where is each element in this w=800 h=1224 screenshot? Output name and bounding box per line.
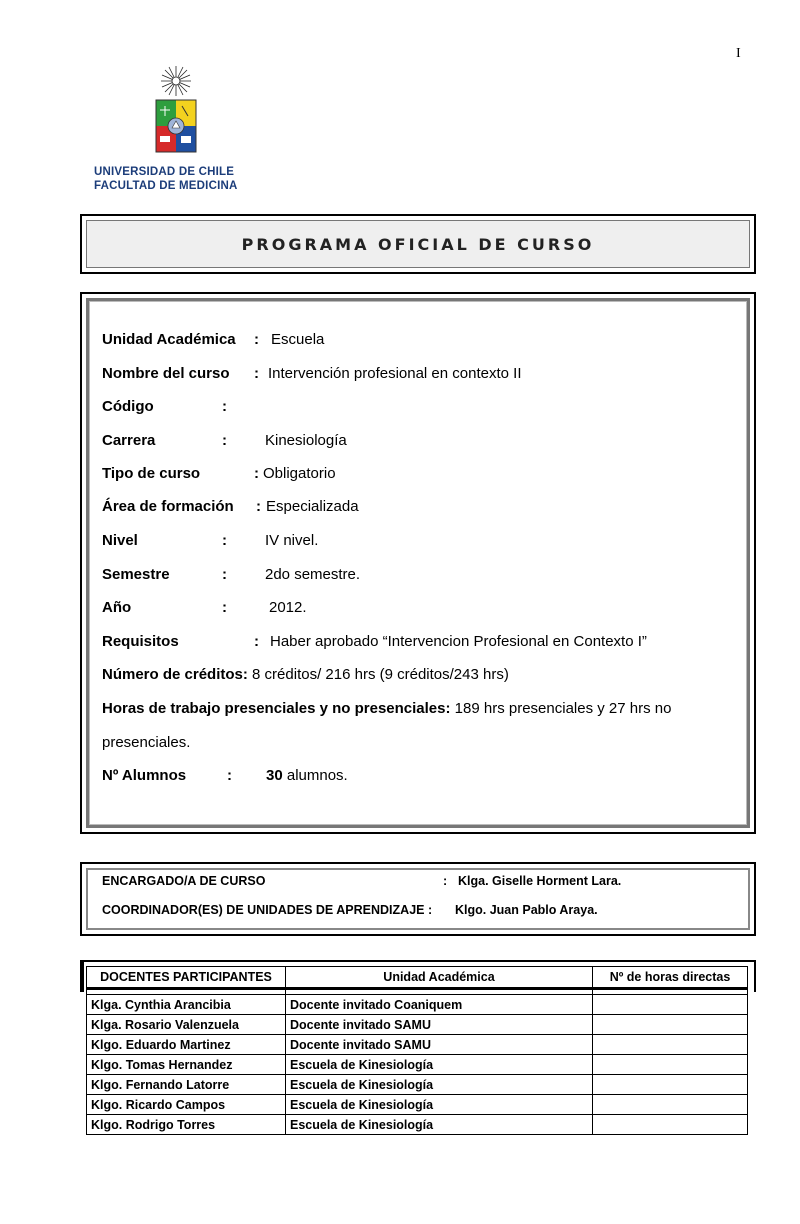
unidad-value: Escuela [271, 331, 325, 348]
alumnos-suffix: alumnos. [286, 767, 348, 784]
alumnos-number: 30 [266, 767, 283, 784]
nivel-label: Nivel [102, 532, 138, 549]
table-row [87, 1035, 748, 1055]
area-row [102, 498, 234, 515]
docente-unidad: Docente invitado Coaniquem [286, 995, 593, 1015]
docente-horas [593, 1115, 748, 1135]
table-row [87, 1055, 748, 1075]
encargado-value: Klga. Giselle Horment Lara. [458, 874, 622, 888]
institution-line-2: FACULTAD DE MEDICINA [94, 180, 238, 192]
creditos-value: 8 créditos/ 216 hrs (9 créditos/243 hrs) [252, 666, 509, 683]
alumnos-value [266, 767, 348, 784]
docente-name: Klgo. Eduardo Martinez [87, 1035, 286, 1055]
docente-name: Klgo. Ricardo Campos [87, 1095, 286, 1115]
area-label: Área de formación [102, 498, 234, 515]
docentes-header-row [87, 967, 748, 989]
coordinador-value: Klgo. Juan Pablo Araya. [455, 903, 598, 917]
institution-name [94, 165, 237, 193]
docente-name: Klga. Rosario Valenzuela [87, 1015, 286, 1035]
docentes-section [80, 960, 756, 1136]
header-docentes: DOCENTES PARTICIPANTES [87, 967, 286, 989]
horas-row [102, 700, 671, 717]
semestre-value: 2do semestre. [265, 566, 361, 583]
encargado-colon: : [443, 874, 448, 888]
table-row [87, 1015, 748, 1035]
docentes-table [86, 966, 748, 1135]
encargado-label: ENCARGADO/A DE CURSO [102, 874, 266, 888]
coordinador-label: COORDINADOR(ES) DE UNIDADES DE APRENDIZAJE : [102, 903, 433, 917]
horas-label: Horas de trabajo presenciales y no presenciales: [102, 700, 451, 717]
docente-horas [593, 1075, 748, 1095]
title-box [80, 214, 756, 274]
codigo-row [102, 398, 154, 415]
table-row [87, 995, 748, 1015]
university-shield-logo [150, 64, 202, 164]
anio-value: 2012. [269, 599, 307, 616]
docente-horas [593, 1095, 748, 1115]
docente-horas [593, 1035, 748, 1055]
alumnos-row [102, 767, 186, 784]
docente-unidad: Escuela de Kinesiología [286, 1075, 593, 1095]
alumnos-label: Nº Alumnos [102, 767, 187, 784]
docente-unidad: Docente invitado SAMU [286, 1015, 593, 1035]
institution-line-1: UNIVERSIDAD DE CHILE [94, 166, 235, 178]
tipo-label: Tipo de curso [102, 465, 201, 482]
docente-unidad: Escuela de Kinesiología [286, 1095, 593, 1115]
header-horas: Nº de horas directas [593, 967, 748, 989]
docente-name: Klgo. Tomas Hernandez [87, 1055, 286, 1075]
table-row [87, 1115, 748, 1135]
creditos-row [102, 666, 509, 683]
header-unidad: Unidad Académica [286, 967, 593, 989]
tipo-value: Obligatorio [263, 465, 336, 482]
docente-horas [593, 995, 748, 1015]
codigo-label: Código [102, 398, 154, 415]
requisitos-row [102, 633, 179, 650]
docente-horas [593, 1015, 748, 1035]
table-row [87, 1075, 748, 1095]
unidad-label: Unidad Académica [102, 331, 236, 348]
nombre-value: Intervención profesional en contexto II [268, 365, 522, 382]
tipo-row [102, 465, 200, 482]
carrera-value: Kinesiología [265, 432, 347, 449]
docente-name: Klgo. Fernando Latorre [87, 1075, 286, 1095]
docente-unidad: Escuela de Kinesiología [286, 1115, 593, 1135]
horas-value-line1: 189 hrs presenciales y 27 hrs no [454, 700, 672, 717]
nivel-row [102, 532, 138, 549]
nivel-value: IV nivel. [265, 532, 319, 549]
docente-name: Klga. Cynthia Arancibia [87, 995, 286, 1015]
page-title: PROGRAMA OFICIAL DE CURSO [86, 220, 750, 268]
area-value: Especializada [266, 498, 359, 515]
requisitos-value: Haber aprobado “Intervencion Profesional en Contexto I” [270, 633, 647, 650]
requisitos-label: Requisitos [102, 633, 179, 650]
nombre-label: Nombre del curso [102, 365, 230, 382]
anio-row [102, 599, 131, 616]
docente-horas [593, 1055, 748, 1075]
horas-row-continued [102, 734, 190, 751]
anio-label: Año [102, 599, 132, 616]
page-number: I [736, 46, 741, 61]
horas-value-line2: presenciales. [102, 734, 191, 751]
carrera-row [102, 432, 155, 449]
semestre-row [102, 566, 170, 583]
creditos-label: Número de créditos: [102, 666, 248, 683]
docente-name: Klgo. Rodrigo Torres [87, 1115, 286, 1135]
unidad-row [102, 331, 236, 348]
docente-unidad: Docente invitado SAMU [286, 1035, 593, 1055]
docente-unidad: Escuela de Kinesiología [286, 1055, 593, 1075]
table-row [87, 1095, 748, 1115]
nombre-row [102, 365, 230, 382]
carrera-label: Carrera [102, 432, 156, 449]
semestre-label: Semestre [102, 566, 170, 583]
